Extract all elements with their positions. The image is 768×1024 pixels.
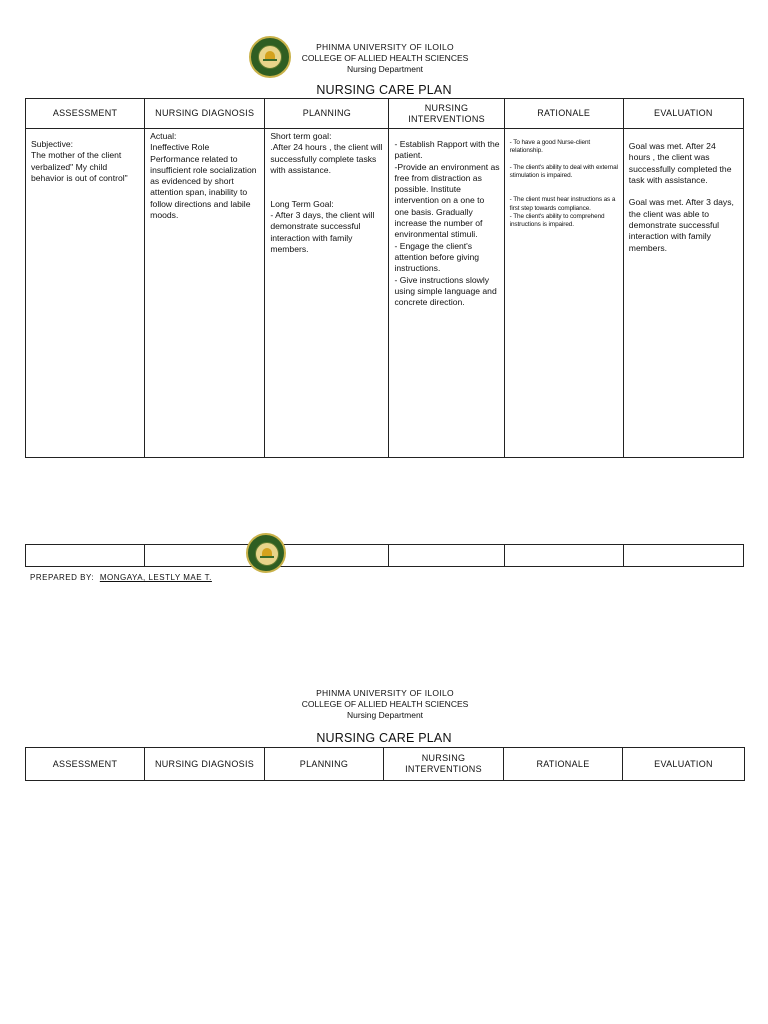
column-header-rationale: RATIONALE: [504, 99, 623, 129]
prepared-by-line: [30, 573, 212, 582]
college-name: COLLEGE OF ALLIED HEALTH SCIENCES: [301, 53, 469, 63]
empty-cell: [623, 545, 743, 567]
prepared-by-name: MONGAYA, LESTLY MAE T.: [99, 573, 212, 582]
column-header-rationale: RATIONALE: [504, 748, 623, 781]
column-header-planning: PLANNING: [265, 748, 384, 781]
seal-sun-icon: [265, 51, 275, 59]
empty-footer-table: [25, 544, 744, 567]
department-name: Nursing Department: [346, 64, 424, 74]
university-seal-logo: [246, 533, 286, 573]
assessment-cell: [26, 129, 145, 458]
care-plan-table: [25, 98, 744, 458]
empty-cell: [389, 545, 504, 567]
seal-sun-icon: [262, 548, 272, 556]
seal-ground-icon: [260, 556, 274, 558]
planning-text: Short term goal: .After 24 hours , the client will successfully complete tasks with assistance. Long Term Goal: - After 3 days, the client will demonstrate successful interaction with family members.: [270, 131, 383, 254]
column-header-interventions: NURSING INTERVENTIONS: [389, 99, 504, 129]
empty-cell: [26, 545, 145, 567]
empty-cell: [504, 545, 623, 567]
table-row: [26, 545, 744, 567]
evaluation-text: Goal was met. After 24 hours , the client was successfully completed the task with assistance. Goal was met. After 3 days, the client was able to demonstrate successful interaction with family members.: [628, 141, 734, 253]
assessment-text: Subjective: The mother of the client verbalized" My child behavior is out of control": [31, 139, 128, 183]
column-header-evaluation: EVALUATION: [623, 748, 745, 781]
table-header-row: [26, 99, 744, 129]
department-name: Nursing Department: [346, 710, 424, 720]
table-header-row: [26, 748, 745, 781]
seal-emblem: [258, 45, 282, 69]
rationale-text: - To have a good Nurse-client relationship. - The client's ability to deal with external stimulation is impaired. - The client must hear instructions as a first step towards compliance. - The client's ability to comprehend instructions is impaired.: [509, 139, 618, 229]
column-header-diagnosis: NURSING DIAGNOSIS: [145, 99, 265, 129]
column-header-evaluation: EVALUATION: [623, 99, 743, 129]
page-title: NURSING CARE PLAN: [316, 83, 452, 97]
interventions-cell: [389, 129, 504, 458]
university-name: PHINMA UNIVERSITY OF ILOILO: [316, 42, 454, 52]
page-title: NURSING CARE PLAN: [316, 731, 452, 745]
diagnosis-cell: [145, 129, 265, 458]
institution-header: [290, 688, 480, 721]
column-header-interventions: NURSING INTERVENTIONS: [384, 748, 504, 781]
evaluation-cell: [623, 129, 743, 458]
planning-cell: [265, 129, 389, 458]
diagnosis-text: Actual: Ineffective Role Performance related to insufficient role socialization as evidenced by short attention span, inability to follow directions and labile moods.: [150, 131, 257, 221]
rationale-cell: [504, 129, 623, 458]
interventions-text: - Establish Rapport with the patient. -Provide an environment as free from distraction as possible. Institute intervention on a one to one basis. Gradually increase the number of environmental stimuli. - Engage the client's attention before giving instructions. - Give instructions slowly using simple language and concrete direction.: [394, 139, 500, 308]
column-header-assessment: ASSESSMENT: [26, 99, 145, 129]
seal-emblem: [255, 542, 279, 566]
university-seal-logo: [249, 36, 291, 78]
column-header-assessment: ASSESSMENT: [26, 748, 145, 781]
prepared-by-label: PREPARED BY:: [30, 573, 95, 582]
column-header-planning: PLANNING: [265, 99, 389, 129]
seal-ground-icon: [263, 59, 277, 61]
university-name: PHINMA UNIVERSITY OF ILOILO: [316, 688, 454, 698]
table-row: [26, 129, 744, 458]
institution-header: [290, 42, 480, 75]
column-header-diagnosis: NURSING DIAGNOSIS: [145, 748, 265, 781]
college-name: COLLEGE OF ALLIED HEALTH SCIENCES: [301, 699, 469, 709]
care-plan-table: [25, 747, 745, 781]
